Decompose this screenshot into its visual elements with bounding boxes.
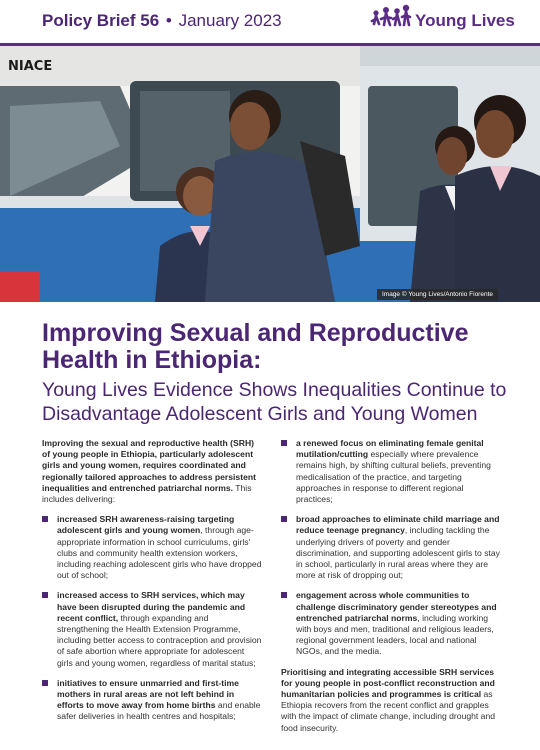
list-item-bold: increased access to SRH services, which may have been disrupted during the pandemic and recent conflict, bbox=[57, 590, 246, 623]
photo-credit: Image © Young Lives/Antonio Fiorente bbox=[377, 289, 498, 300]
closing-paragraph bbox=[281, 667, 501, 734]
list-item-bold: initiatives to ensure unmarried and first-time mothers in rural areas are not left behind in efforts to move away from home births bbox=[57, 677, 239, 711]
intro-bold: Improving the sexual and reproductive health (SRH) of young people in Ethiopia, particularly adolescent girls and young women, requires coordinated and regionally tailored approaches to address persistent inequalities and entrenched patriarchal norms. bbox=[42, 438, 256, 493]
list-item-text: , including tackling the underlying drivers of poverty and gender discrimination, and supporting adolescent girls to stay in school, particularly in rural areas where they are more at risk of dropping out; bbox=[296, 525, 500, 581]
closing-bold: Prioritising and integrating accessible SRH services for young people in post-conflict reconstruction and humanitarian policies and programmes is critical bbox=[281, 666, 495, 700]
list-item bbox=[281, 514, 501, 581]
intro-rest: This includes delivering: bbox=[42, 482, 252, 505]
brief-label bbox=[42, 11, 282, 31]
list-item bbox=[42, 514, 262, 581]
list-item-bold: increased SRH awareness-raising targeting adolescent girls and young women bbox=[57, 514, 235, 536]
people-group-icon bbox=[370, 4, 412, 34]
header bbox=[0, 0, 540, 44]
bullet-square-icon bbox=[281, 516, 287, 522]
issue-date: January 2023 bbox=[178, 11, 282, 30]
list-item-bold: broad approaches to eliminate child marriage and reduce teenage pregnancy bbox=[296, 514, 500, 536]
page-title: Improving Sexual and Reproductive Health in Ethiopia: bbox=[42, 319, 469, 374]
bullet-square-icon bbox=[42, 680, 48, 686]
list-item-text: , including working with boys and men, traditional and religious leaders, regional government leaders, local and national NGOs, and the media. bbox=[296, 612, 494, 657]
bullet-square-icon bbox=[42, 592, 48, 598]
students-walking-image bbox=[0, 46, 540, 302]
young-lives-logo[interactable] bbox=[370, 2, 515, 34]
list-item bbox=[42, 678, 262, 723]
bullet-square-icon bbox=[42, 516, 48, 522]
list-item-bold: a renewed focus on eliminating female genital mutilation/cutting bbox=[296, 438, 484, 460]
list-item-text: especially where prevalence remains high, by shifting cultural beliefs, preventing medicalisation of the practice, and targeting approaches in response to different regional practices; bbox=[296, 449, 491, 505]
bullet-square-icon bbox=[281, 440, 287, 446]
series-label: Policy Brief 56 bbox=[42, 11, 160, 30]
right-column bbox=[281, 438, 501, 734]
list-item-bold: engagement across whole communities to challenge discriminatory gender stereotypes and entrenched patriarchal norms bbox=[296, 590, 497, 623]
left-column bbox=[42, 438, 262, 732]
bullet-square-icon bbox=[281, 592, 287, 598]
list-item-text: , through age-appropriate information in school curriculums, girls' clubs and community health extension workers, including reaching adolescent girls who have dropped out of school; bbox=[57, 525, 262, 581]
closing-rest: as Ethiopia recovers from the recent conflict and grapples with the impact of climate change, including drought and food insecurity. bbox=[281, 689, 496, 733]
separator: • bbox=[165, 11, 172, 30]
vehicle-text: NIACE bbox=[8, 59, 53, 74]
intro-paragraph bbox=[42, 438, 262, 505]
cover-photo bbox=[0, 46, 540, 302]
page-subtitle: Young Lives Evidence Shows Inequalities Continue to Disadvantage Adolescent Girls and Young Women bbox=[42, 379, 507, 425]
list-item bbox=[42, 590, 262, 668]
list-item bbox=[281, 438, 501, 505]
logo-text: Young Lives bbox=[415, 11, 515, 30]
list-item-text: and enable safer deliveries in health centres and hospitals; bbox=[57, 700, 261, 722]
list-item bbox=[281, 590, 501, 657]
list-item-text: through expanding and strengthening the Health Extension Programme, including better access to contraception and provision of safe abortion where appropriate for adolescent girls and young women, regardless of marital status; bbox=[57, 612, 262, 668]
